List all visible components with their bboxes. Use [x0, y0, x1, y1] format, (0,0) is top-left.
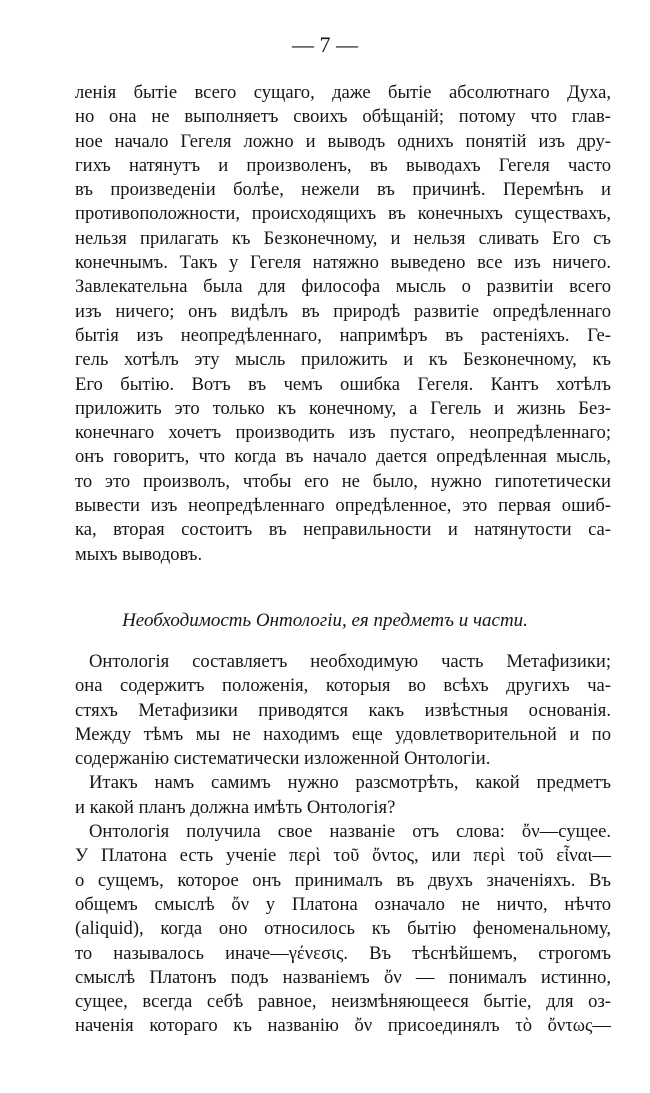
- text-line: бытія изъ неопредѣленнаго, напримѣръ въ растеніяхъ. Ге-: [75, 324, 611, 346]
- text-line: наченія котораго къ названію ὄν присоединялъ τὸ ὄντως—: [75, 1015, 611, 1037]
- text-line: смыслѣ Платонъ подъ названіемъ ὄν — понималъ истинно,: [75, 966, 611, 988]
- ontology-section-body: [75, 650, 611, 1039]
- text-line: то называлось иначе—γένεσις. Въ тѣснѣйшемъ, строгомъ: [75, 942, 611, 964]
- text-line: мыхъ выводовъ.: [75, 543, 203, 565]
- section-heading: Необходимость Онтологіи, ея предметъ и части.: [122, 610, 528, 631]
- paragraph-hegel-critique: [75, 81, 611, 567]
- text-line: противоположности, происходящихъ въ конечныхъ существахъ,: [75, 203, 611, 225]
- text-line: о сущемъ, которое онъ принималъ въ двухъ значеніяхъ. Въ: [75, 869, 611, 891]
- text-line: ленія бытіе всего сущаго, даже бытіе абсолютнаго Духа,: [75, 82, 611, 103]
- text-line: она содержитъ положенія, которыя во всѣхъ другихъ ча-: [75, 675, 611, 697]
- text-line: общемъ смыслѣ ὄν у Платона означало не ничто, нѣчто: [75, 893, 611, 915]
- text-line: гель хотѣлъ эту мысль приложить и къ Безконечному, къ: [75, 349, 611, 371]
- text-line: вывести изъ неопредѣленнаго опредѣленное, это первая ошиб-: [75, 495, 611, 517]
- text-line: нельзя прилагать къ Безконечному, и нельзя сливать Его съ: [75, 227, 611, 249]
- text-line: гихъ натянутъ и произволенъ, въ выводахъ Гегеля часто: [75, 154, 611, 176]
- text-line: конечнымъ. Такъ у Гегеля натяжно выведено все изъ ничего.: [75, 252, 611, 274]
- text-line: содержанію систематически изложенной Онтологіи.: [75, 748, 491, 770]
- text-line: Его бытію. Вотъ въ чемъ ошибка Гегеля. Кантъ хотѣлъ: [75, 373, 611, 395]
- text-line: то это произволъ, чтобы его не было, нужно гипотетически: [75, 470, 611, 492]
- text-line: ное начало Гегеля ложно и выводъ однихъ понятій изъ дру-: [75, 130, 611, 152]
- text-line: (aliquid), когда оно относилось къ бытію феноменальному,: [75, 918, 611, 940]
- text-line: но она не выполняетъ своихъ обѣщаній; потому что глав-: [75, 106, 611, 128]
- text-line: въ произведеніи болѣе, нежели въ причинѣ. Перемѣнъ и: [75, 179, 611, 201]
- text-line: приложить это только къ конечному, а Гегель и жизнь Без-: [75, 397, 611, 419]
- text-line: Онтологія составляетъ необходимую часть Метафизики;: [89, 651, 611, 672]
- text-line: Между тѣмъ мы не находимъ еще удовлетворительной и по: [75, 723, 611, 745]
- text-line: онъ говоритъ, что когда въ начало дается опредѣленная мысль,: [75, 446, 611, 468]
- page-number: — 7 —: [292, 32, 358, 57]
- text-line: сущее, всегда себѣ равное, неизмѣняющееся бытіе, для оз-: [75, 991, 611, 1013]
- text-line: изъ ничего; онъ видѣлъ въ природѣ развитіе опредѣленнаго: [75, 300, 611, 322]
- text-line: и какой планъ должна имѣть Онтологія?: [75, 796, 396, 818]
- text-line: стяхъ Метафизики приводятся какъ извѣстныя основанія.: [75, 699, 611, 721]
- text-line: конечнаго хочетъ производить изъ пустаго, неопредѣленнаго;: [75, 422, 611, 444]
- text-line: ка, вторая состоитъ въ неправильности и натянутости са-: [75, 519, 611, 541]
- text-line: Онтологія получила свое названіе отъ слова: ὄν—сущее.: [89, 821, 611, 843]
- text-line: У Платона есть ученіе περὶ τοῦ ὄντος, или περὶ τοῦ εἶναι—: [75, 845, 611, 867]
- text-line: Итакъ намъ самимъ нужно разсмотрѣть, какой предметъ: [89, 772, 611, 794]
- text-line: Завлекательна была для философа мысль о развитіи всего: [75, 276, 611, 298]
